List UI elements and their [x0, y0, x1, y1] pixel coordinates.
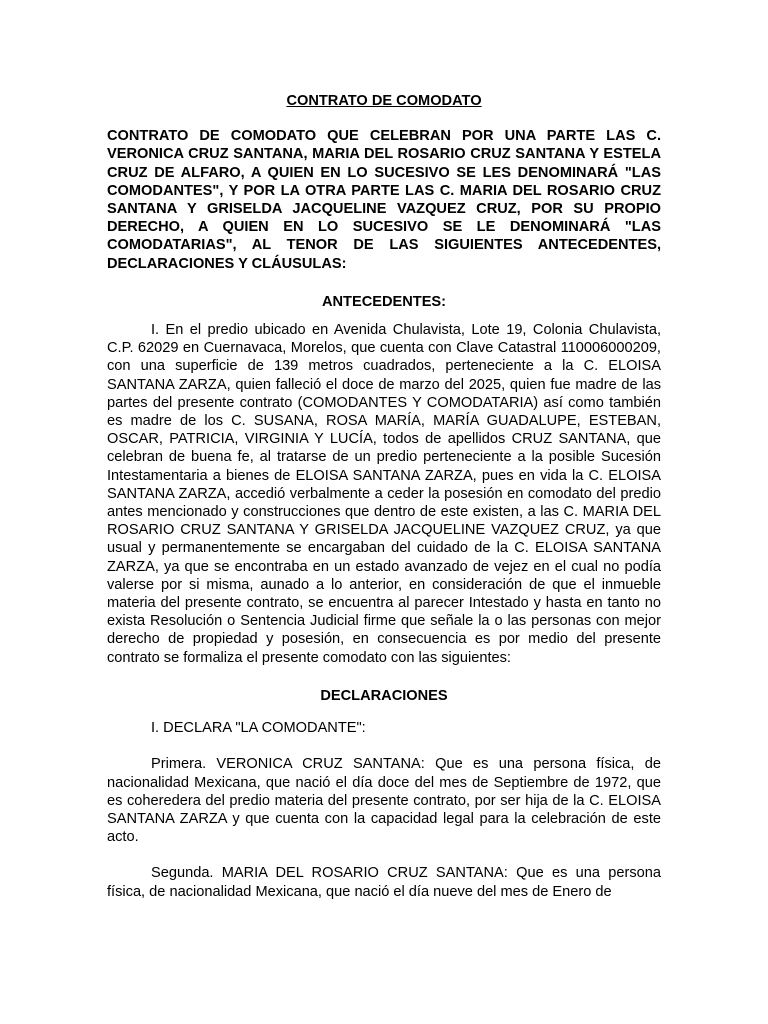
declaracion-primera: Primera. VERONICA CRUZ SANTANA: Que es una persona física, de nacionalidad Mexicana, que nació el día doce del mes de Septiembre de 1972, que es coheredera del predio materia del presente contrato, por ser hija de la C. ELOISA SANTANA ZARZA y que cuenta con la capacidad legal para la celebración de este acto. — [107, 756, 661, 846]
document-title: CONTRATO DE COMODATO — [286, 93, 482, 109]
document-page — [107, 92, 661, 901]
declaraciones-heading: DECLARACIONES — [320, 687, 448, 704]
declara-comodante-subheading: I. DECLARA "LA COMODANTE": — [151, 720, 366, 737]
antecedentes-paragraph: I. En el predio ubicado en Avenida Chulavista, Lote 19, Colonia Chulavista, C.P. 62029 en Cuernavaca, Morelos, que cuenta con Clave Catastral 110006000209, con una superficie de 139 metros cuadrados, perteneciente a la C. ELOISA SANTANA ZARZA, quien falleció el doce de marzo del 2025, quien fue madre de las partes del presente contrato (COMODANTES Y COMODATARIA) así como también es madre de los C. SUSANA, ROSA MARÍA, MARÍA GUADALUPE, ESTEBAN, OSCAR, PATRICIA, VIRGINIA Y LUCÍA, todos de apellidos CRUZ SANTANA, que celebran de buena fe, al tratarse de un predio perteneciente a la posible Sucesión Intestamentaria a bienes de ELOISA SANTANA ZARZA, pues en vida la C. ELOISA SANTANA ZARZA, accedió verbalmente a ceder la posesión en comodato del predio antes mencionado y construcciones que dentro de este existen, a las C. MARIA DEL ROSARIO CRUZ SANTANA Y GRISELDA JACQUELINE VAZQUEZ CRUZ, ya que usual y permanentemente se encargaban del cuidado de la C. ELOISA SANTANA ZARZA, ya que se encontraba en un estado avanzado de vejez en el cual no podía valerse por si misma, aunado a lo anterior, en consideración de que el inmueble materia del presente contrato, se encuentra al parecer Intestado y hasta en tanto no exista Resolución o Sentencia Judicial firme que señale la o las personas con mejor derecho de propiedad y posesión, en consecuencia es por medio del presente contrato se formaliza el presente comodato con las siguientes: — [107, 322, 661, 666]
antecedentes-heading: ANTECEDENTES: — [321, 293, 447, 310]
contract-intro: CONTRATO DE COMODATO QUE CELEBRAN POR UNA PARTE LAS C. VERONICA CRUZ SANTANA, MARIA DEL ROSARIO CRUZ SANTANA Y ESTELA CRUZ DE ALFARO, A QUIEN EN LO SUCESIVO SE LES DENOMINARÁ "LAS COMODANTES", Y POR LA OTRA PARTE LAS C. MARIA DEL ROSARIO CRUZ SANTANA Y GRISELDA JACQUELINE VAZQUEZ CRUZ, POR SU PROPIO DERECHO, A QUIEN EN LO SUCESIVO SE LE DENOMINARÁ "LAS COMODATARIAS", AL TENOR DE LAS SIGUIENTES ANTECEDENTES, DECLARACIONES Y CLÁUSULAS: — [107, 128, 661, 272]
declaracion-segunda: Segunda. MARIA DEL ROSARIO CRUZ SANTANA: Que es una persona física, de nacionalidad Mexicana, que nació el día nueve del mes de Enero de — [107, 865, 661, 900]
